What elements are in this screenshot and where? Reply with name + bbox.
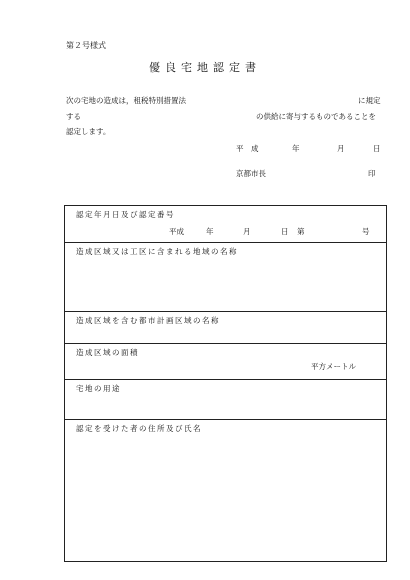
row-label: 造成区域又は工区に含まれる地域の名称: [76, 247, 238, 256]
row-label: 認定を受けた者の住所及び氏名: [76, 424, 202, 433]
cert-year: 年: [206, 227, 214, 236]
seal-mark: 印: [368, 169, 376, 178]
cert-month: 月: [243, 227, 251, 236]
table-row-city-planning-area: [65, 312, 386, 344]
date-month: 月: [337, 144, 345, 153]
body-line2-start: する: [66, 112, 81, 121]
date-year: 年: [292, 144, 300, 153]
form-number: 第２号様式: [66, 41, 106, 50]
row-label: 造成区域を含む都市計画区域の名称: [76, 316, 220, 325]
issuer-mayor: 京都市長: [236, 169, 266, 178]
body-line1-end: に規定: [358, 96, 381, 105]
row-label: 認定年月日及び認定番号: [76, 210, 175, 219]
body-line2-end: の供給に寄与するものであることを: [256, 112, 376, 121]
cert-dai: 第: [297, 227, 305, 236]
cert-day: 日: [281, 227, 289, 236]
table-row-certification-date: [65, 206, 386, 243]
table-row-area-size: [65, 344, 386, 380]
date-era: 平 成: [236, 144, 259, 153]
body-line3: 認定します。: [66, 127, 111, 136]
row-label: 宅地の用途: [76, 384, 121, 393]
table-row-area-name: [65, 243, 386, 312]
row-label: 造成区域の面積: [76, 348, 139, 357]
cert-number-suffix: 号: [362, 227, 370, 236]
cert-era: 平成: [169, 227, 184, 236]
table-row-applicant: [65, 420, 386, 563]
table-row-land-use: [65, 380, 386, 420]
date-day: 日: [373, 144, 381, 153]
document-title: 優良宅地認定書: [149, 61, 261, 74]
body-line1-start: 次の宅地の造成は，租税特別措置法: [66, 96, 186, 105]
area-unit: 平方メートル: [311, 362, 356, 371]
certification-table: [64, 205, 387, 562]
